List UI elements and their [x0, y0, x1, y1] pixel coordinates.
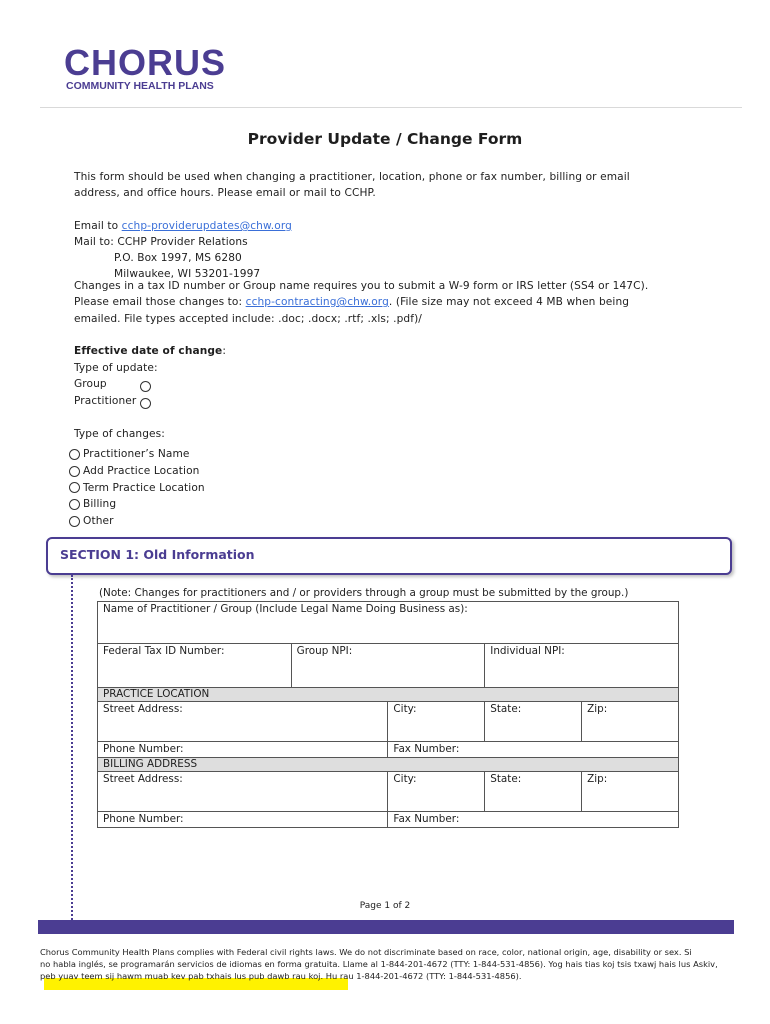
individual-npi-field[interactable] — [485, 644, 679, 688]
billing-city-field[interactable] — [388, 772, 485, 812]
change-billing-radio[interactable] — [69, 499, 80, 510]
po-box-line: P.O. Box 1997, MS 6280 — [114, 252, 242, 264]
header-divider — [40, 107, 742, 108]
nondiscrimination-notice — [40, 946, 730, 982]
billing-city-label: City: — [393, 773, 417, 785]
practice-phone-field[interactable] — [98, 742, 388, 758]
change-other-radio[interactable] — [69, 516, 80, 527]
change-add-practice-location-label: Add Practice Location — [83, 465, 200, 477]
billing-fax-label: Fax Number: — [393, 813, 460, 825]
section-1-note: (Note: Changes for practitioners and / or providers through a group must be submitted by the group.) — [99, 587, 629, 599]
federal-tax-id-field[interactable] — [98, 644, 292, 688]
billing-fax-field[interactable] — [388, 812, 679, 828]
tax-id-notice-line-3: emailed. File types accepted include: .doc; .docx; .rtf; .xls; .pdf)/ — [74, 313, 422, 325]
tax-line-suffix: . (File size may not exceed 4 MB when being — [388, 296, 630, 308]
individual-npi-label: Individual NPI: — [490, 645, 565, 657]
footer-line-2: no habla inglés, se programarán servicios de idiomas en forma gratuita. Llame al 1-844-201-4672 (TTY: 1-844-531-4856). Yog hais tias koj tsis txawj hais lus Askiv, — [40, 959, 718, 969]
change-other-label: Other — [83, 515, 114, 527]
practitioner-group-name-field[interactable] — [98, 602, 679, 644]
update-option-practitioner-label: Practitioner — [74, 395, 137, 407]
practice-zip-field[interactable] — [582, 702, 679, 742]
page-number: Page 1 of 2 — [359, 901, 411, 911]
billing-phone-field[interactable] — [98, 812, 388, 828]
update-option-group-label: Group — [74, 378, 107, 390]
change-term-practice-location-radio[interactable] — [69, 482, 80, 493]
practice-location-label: PRACTICE LOCATION — [103, 688, 210, 700]
email-prefix: Email to — [74, 220, 122, 232]
effective-date-text: Effective date of change — [74, 345, 223, 357]
mail-to-line: Mail to: CCHP Provider Relations — [74, 236, 248, 248]
change-billing-label: Billing — [83, 498, 117, 510]
group-npi-field[interactable] — [291, 644, 485, 688]
practice-street-label: Street Address: — [103, 703, 183, 715]
section-1-title: SECTION 1: Old Information — [60, 547, 255, 562]
group-npi-label: Group NPI: — [296, 645, 353, 657]
practice-state-field[interactable] — [485, 702, 582, 742]
billing-state-field[interactable] — [485, 772, 582, 812]
change-add-practice-location-radio[interactable] — [69, 466, 80, 477]
billing-street-field[interactable] — [98, 772, 388, 812]
practice-city-field[interactable] — [388, 702, 485, 742]
chorus-logo — [64, 42, 234, 98]
practice-city-label: City: — [393, 703, 417, 715]
practice-zip-label: Zip: — [587, 703, 608, 715]
practice-state-label: State: — [490, 703, 522, 715]
federal-tax-id-label: Federal Tax ID Number: — [103, 645, 225, 657]
update-practitioner-radio[interactable] — [140, 398, 151, 409]
tax-id-notice-line-2 — [74, 294, 629, 310]
change-term-practice-location-label: Term Practice Location — [83, 482, 205, 494]
intro-line-1: This form should be used when changing a practitioner, location, phone or fax number, billing or email — [74, 171, 630, 183]
provider-updates-email-link[interactable]: cchp-providerupdates@chw.org — [121, 220, 292, 232]
type-of-update-label: Type of update: — [74, 362, 158, 374]
update-group-radio[interactable] — [140, 381, 151, 392]
practice-street-field[interactable] — [98, 702, 388, 742]
email-line — [74, 218, 292, 234]
old-information-table — [97, 601, 679, 828]
practice-phone-label: Phone Number: — [103, 743, 184, 755]
city-line: Milwaukee, WI 53201-1997 — [114, 268, 261, 280]
section-dotted-rule — [71, 575, 73, 927]
footer-line-3: peb yuav teem sij hawm muab kev pab txhais lus pub dawb rau koj. Hu rau 1-844-201-4672 (TTY: 1-844-531-4856). — [40, 971, 522, 981]
logo-wordmark: CHORUS — [64, 42, 227, 83]
tax-line-prefix: Please email those changes to: — [74, 296, 246, 308]
billing-state-label: State: — [490, 773, 522, 785]
change-practitioner-name-label: Practitioner’s Name — [83, 448, 190, 460]
billing-address-label: BILLING ADDRESS — [103, 758, 198, 770]
billing-street-label: Street Address: — [103, 773, 183, 785]
footer-line-1: Chorus Community Health Plans complies with Federal civil rights laws. We do not discriminate based on race, color, national origin, age, disability or sex. Si — [40, 947, 692, 957]
billing-phone-label: Phone Number: — [103, 813, 184, 825]
billing-zip-label: Zip: — [587, 773, 608, 785]
intro-line-2: address, and office hours. Please email or mail to CCHP. — [74, 187, 376, 199]
practice-fax-field[interactable] — [388, 742, 679, 758]
contracting-email-link[interactable]: cchp-contracting@chw.org — [245, 296, 389, 308]
tax-id-notice-line-1: Changes in a tax ID number or Group name requires you to submit a W-9 form or IRS letter (SS4 or 147C). — [74, 280, 649, 292]
billing-zip-field[interactable] — [582, 772, 679, 812]
page-title: Provider Update / Change Form — [247, 130, 523, 148]
change-practitioner-name-radio[interactable] — [69, 449, 80, 460]
billing-address-header — [98, 758, 679, 772]
practice-location-header — [98, 688, 679, 702]
logo-subtitle: COMMUNITY HEALTH PLANS — [66, 80, 214, 92]
footer-bar — [38, 920, 734, 934]
type-of-changes-label: Type of changes: — [74, 428, 165, 440]
effective-date-label — [74, 343, 226, 359]
practice-fax-label: Fax Number: — [393, 743, 460, 755]
effective-date-colon: : — [222, 345, 226, 357]
practitioner-group-name-label: Name of Practitioner / Group (Include Legal Name Doing Business as): — [103, 603, 468, 615]
